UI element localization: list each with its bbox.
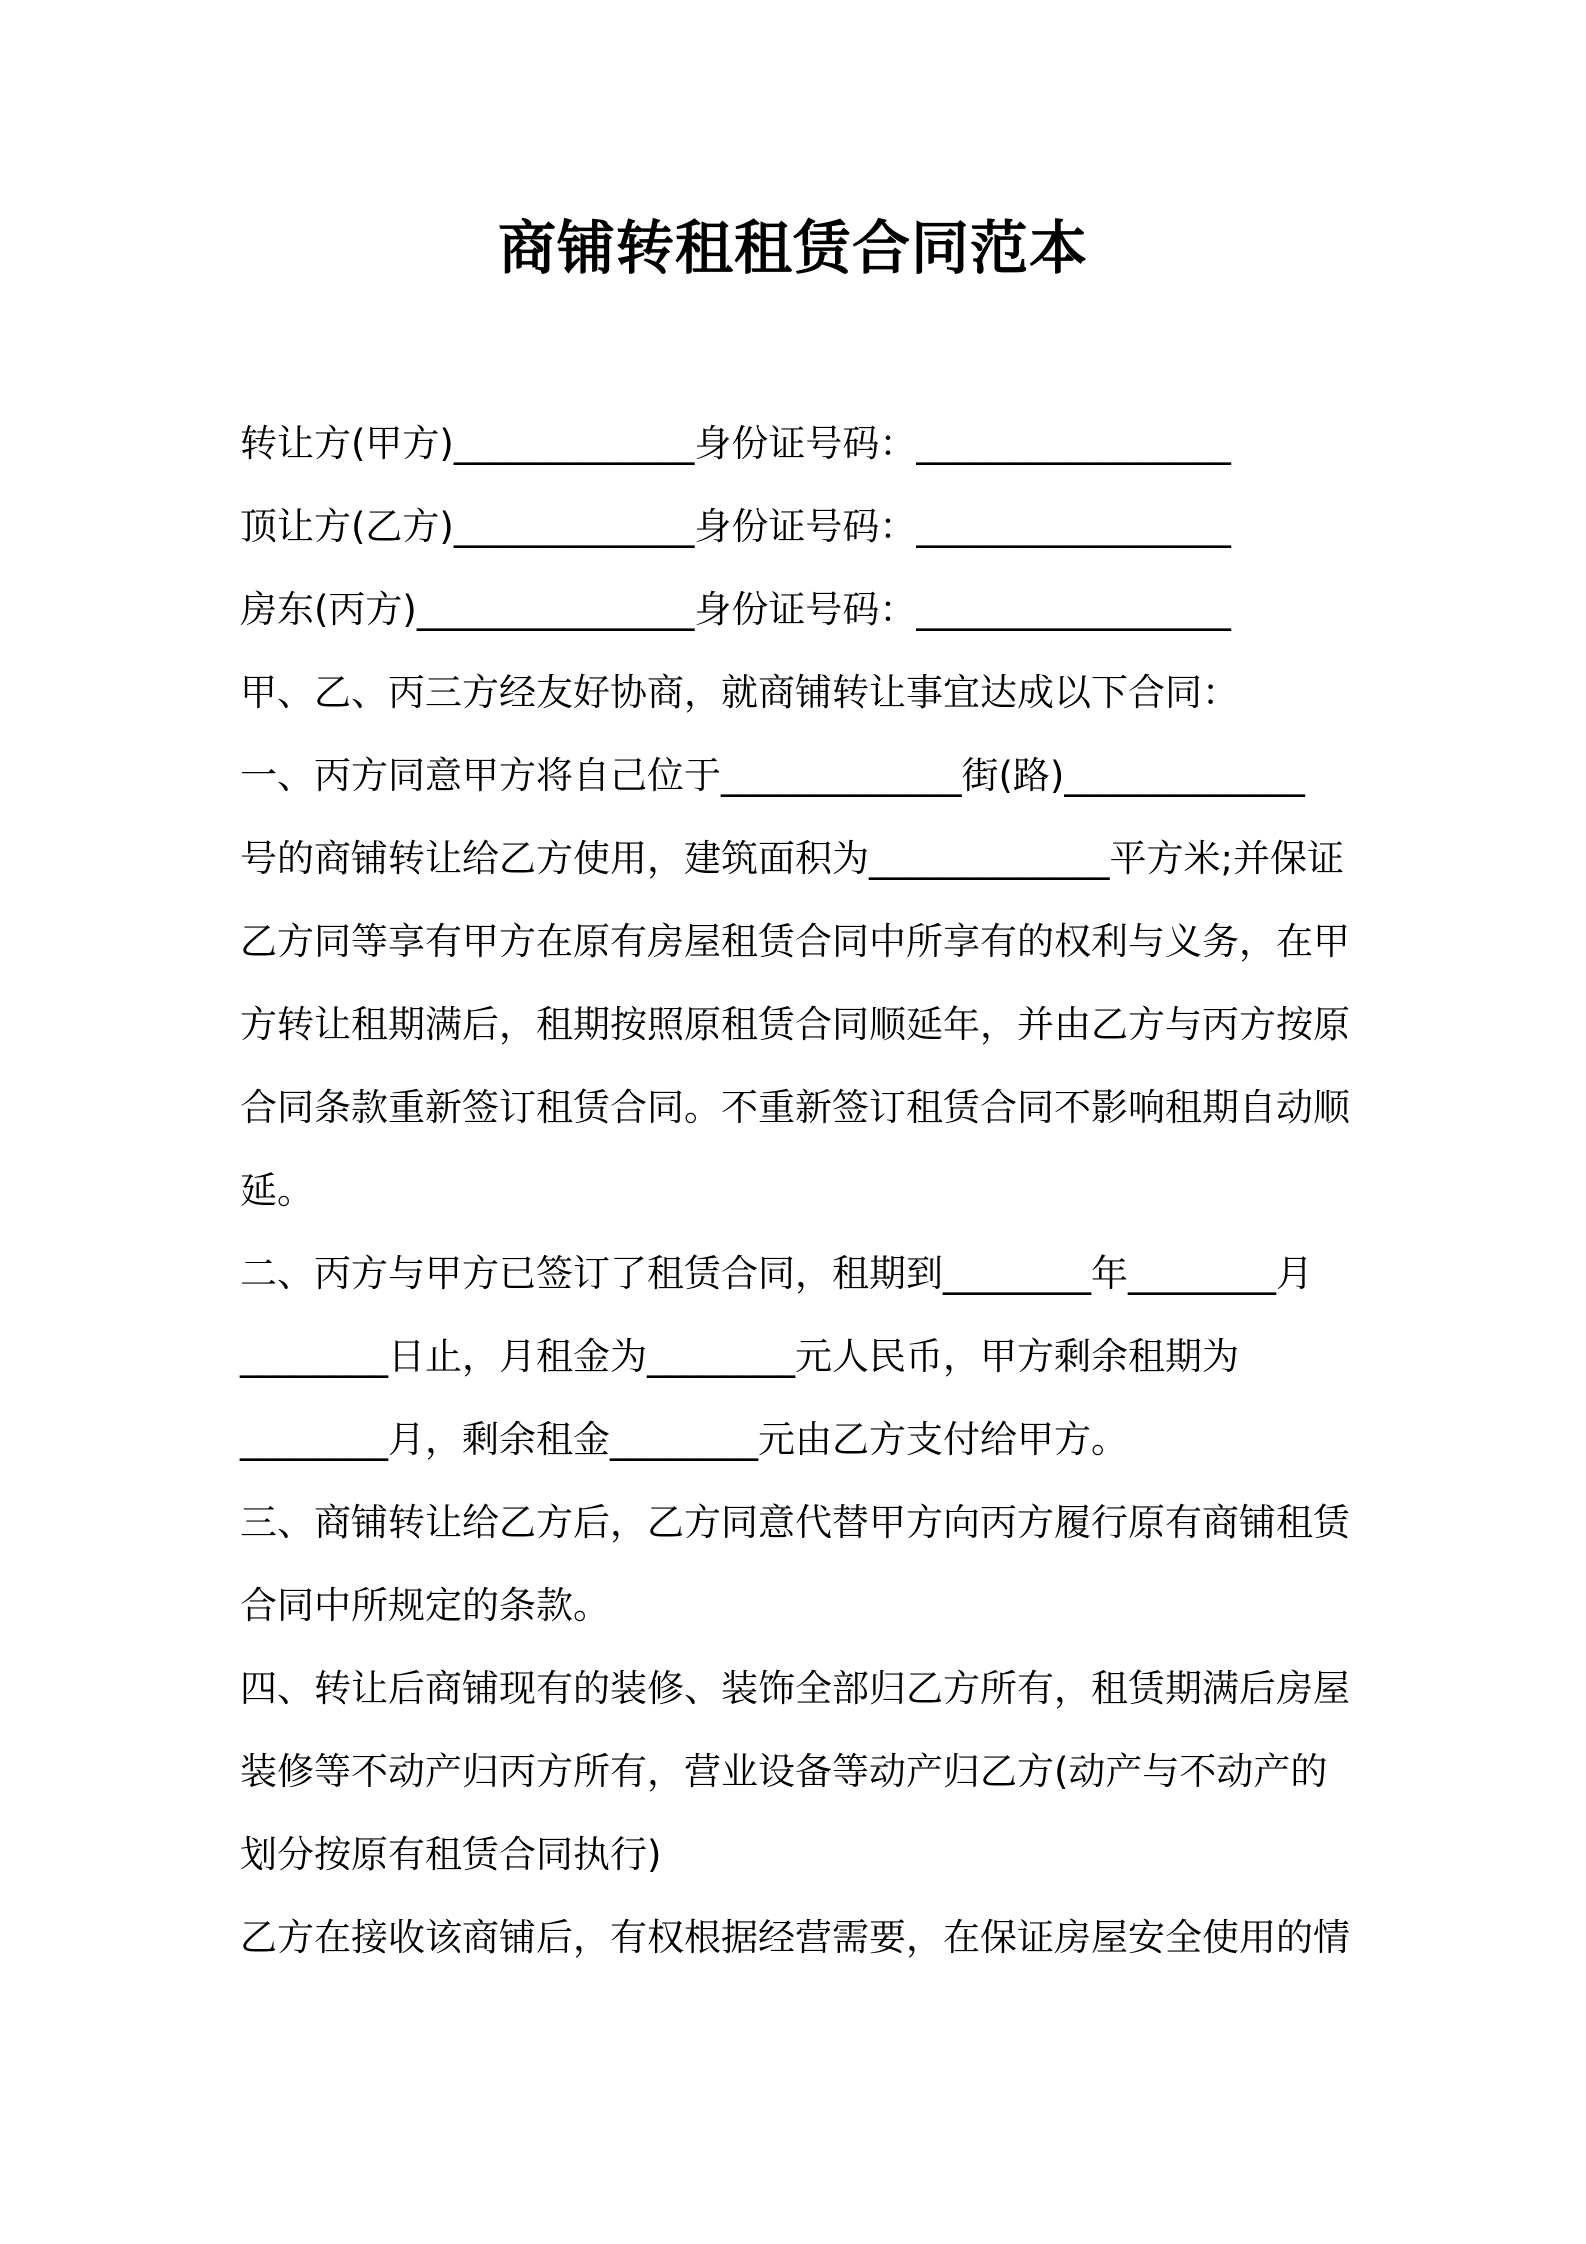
clause-1-line-3: 乙方同等享有甲方在原有房屋租赁合同中所享有的权利与义务，在甲: [240, 920, 1350, 963]
clause-3-line-1: 三、商铺转让给乙方后，乙方同意代替甲方向丙方履行原有商铺租赁: [240, 1501, 1350, 1544]
clause-5-line-1: 乙方在接收该商铺后，有权根据经营需要，在保证房屋安全使用的情: [240, 1916, 1350, 1959]
clause-1-line-6: 延。: [240, 1169, 314, 1212]
clause-2-line-1: 二、丙方与甲方已签订了租赁合同，租期到________年________月: [240, 1252, 1313, 1295]
document-body: [240, 402, 1360, 1979]
clause-4-line-2: 装修等不动产归丙方所有，营业设备等动产归乙方(动产与不动产的: [240, 1750, 1328, 1793]
clause-2-line-2: ________日止，月租金为________元人民币，甲方剩余租期为: [240, 1335, 1239, 1378]
line-transferee: 顶让方(乙方)_____________身份证号码：_________________: [240, 505, 1231, 548]
line-landlord: 房东(丙方)_______________身份证号码：_________________: [240, 588, 1231, 631]
clause-4-line-3: 划分按原有租赁合同执行): [240, 1833, 662, 1876]
document-title: 商铺转租租赁合同范本: [497, 214, 1088, 282]
clause-4-line-1: 四、转让后商铺现有的装修、装饰全部归乙方所有，租赁期满后房屋: [240, 1667, 1350, 1710]
clause-1-line-2: 号的商铺转让给乙方使用，建筑面积为_____________平方米;并保证: [240, 837, 1344, 880]
line-transferor: 转让方(甲方)_____________身份证号码：_________________: [240, 422, 1231, 465]
clause-1-line-5: 合同条款重新签订租赁合同。不重新签订租赁合同不影响租期自动顺: [240, 1086, 1350, 1129]
line-preamble: 甲、乙、丙三方经友好协商，就商铺转让事宜达成以下合同：: [240, 671, 1239, 714]
clause-3-line-2: 合同中所规定的条款。: [240, 1584, 610, 1627]
clause-1-line-4: 方转让租期满后，租期按照原租赁合同顺延年，并由乙方与丙方按原: [240, 1003, 1350, 1046]
clause-2-line-3: ________月，剩余租金________元由乙方支付给甲方。: [240, 1418, 1128, 1461]
clause-1-line-1: 一、丙方同意甲方将自己位于_____________街(路)_____________: [240, 754, 1305, 797]
